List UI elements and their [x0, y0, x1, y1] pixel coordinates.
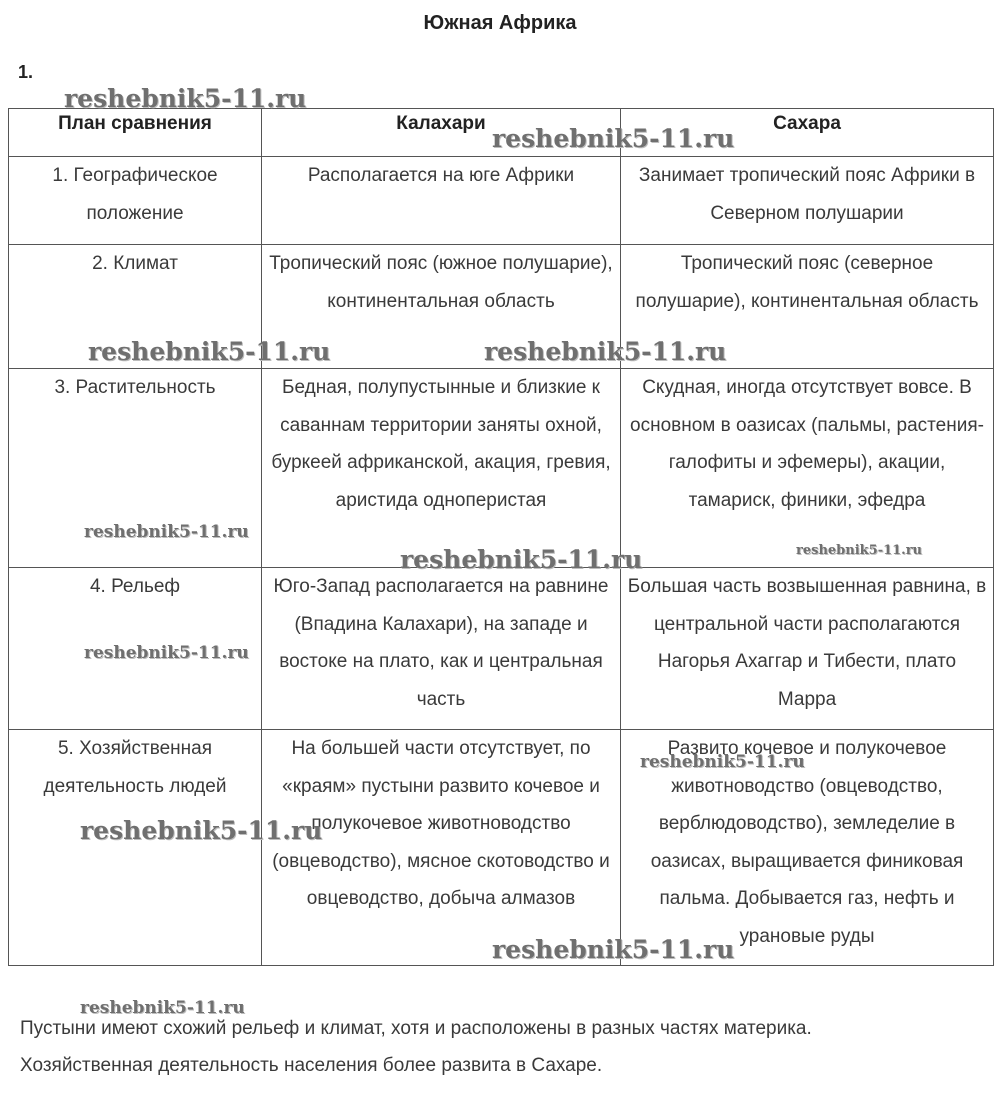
sahara-cell: Занимает тропический пояс Африки в Северном полушарии [621, 157, 994, 245]
watermark: reshebnik5-11.ru [64, 84, 307, 113]
kalahari-cell: Располагается на юге Африки [262, 157, 621, 245]
kalahari-cell: На большей части отсутствует, по «краям» пустыни развито кочевое и полукочевое животноводство (овцеводство), мясное скотоводство и овцеводство, добыча алмазов [262, 730, 621, 966]
kalahari-cell: Юго-Запад располагается на равнине (Впадина Калахари), на западе и востоке на плато, как и центральная часть [262, 568, 621, 730]
row-label: 3. Растительность [9, 369, 262, 568]
header-plan: План сравнения [9, 109, 262, 157]
sahara-cell: Тропический пояс (северное полушарие), континентальная область [621, 245, 994, 369]
watermark: reshebnik5-11.ru [84, 643, 249, 663]
watermark: reshebnik5-11.ru [484, 337, 727, 366]
sahara-cell: Скудная, иногда отсутствует вовсе. В основном в оазисах (пальмы, растения-галофиты и эфемеры), акации, тамариск, финики, эфедра [621, 369, 994, 568]
watermark: reshebnik5-11.ru [492, 124, 735, 153]
watermark: reshebnik5-11.ru [80, 998, 245, 1018]
watermark: reshebnik5-11.ru [492, 935, 735, 964]
watermark: reshebnik5-11.ru [84, 522, 249, 542]
row-label: 2. Климат [9, 245, 262, 369]
conclusion-line: Хозяйственная деятельность населения более развита в Сахаре. [20, 1055, 603, 1076]
row-label: 5. Хозяйственная деятельность людей [9, 730, 262, 966]
table-row [9, 157, 994, 245]
header-sahara: Сахара [621, 109, 994, 157]
header-kalahari: Калахари [262, 109, 621, 157]
conclusion-text [20, 1010, 990, 1084]
watermark: reshebnik5-11.ru [796, 543, 923, 558]
page-title: Южная Африка [423, 12, 577, 34]
sahara-cell: Развито кочевое и полукочевое животноводство (овцеводство, верблюдоводство), земледелие в оазисах, выращивается финиковая пальма. Добывается газ, нефть и урановые руды [621, 730, 994, 966]
row-label: 4. Рельеф [9, 568, 262, 730]
watermark: reshebnik5-11.ru [640, 752, 805, 772]
task-number: 1. [18, 62, 34, 82]
sahara-cell: Большая часть возвышенная равнина, в центральной части располагаются Нагорья Ахаггар и Тибести, плато Марра [621, 568, 994, 730]
watermark: reshebnik5-11.ru [400, 545, 643, 574]
kalahari-cell: Бедная, полупустынные и близкие к саваннам территории заняты охной, буркеей африканской, акация, гревия, аристида одноперистая [262, 369, 621, 568]
row-label: 1. Географическое положение [9, 157, 262, 245]
conclusion-line: Пустыни имеют схожий рельеф и климат, хотя и расположены в разных частях материка. [20, 1018, 812, 1039]
watermark: reshebnik5-11.ru [80, 816, 323, 845]
watermark: reshebnik5-11.ru [88, 337, 331, 366]
table-row [9, 730, 994, 966]
kalahari-cell: Тропический пояс (южное полушарие), континентальная область [262, 245, 621, 369]
